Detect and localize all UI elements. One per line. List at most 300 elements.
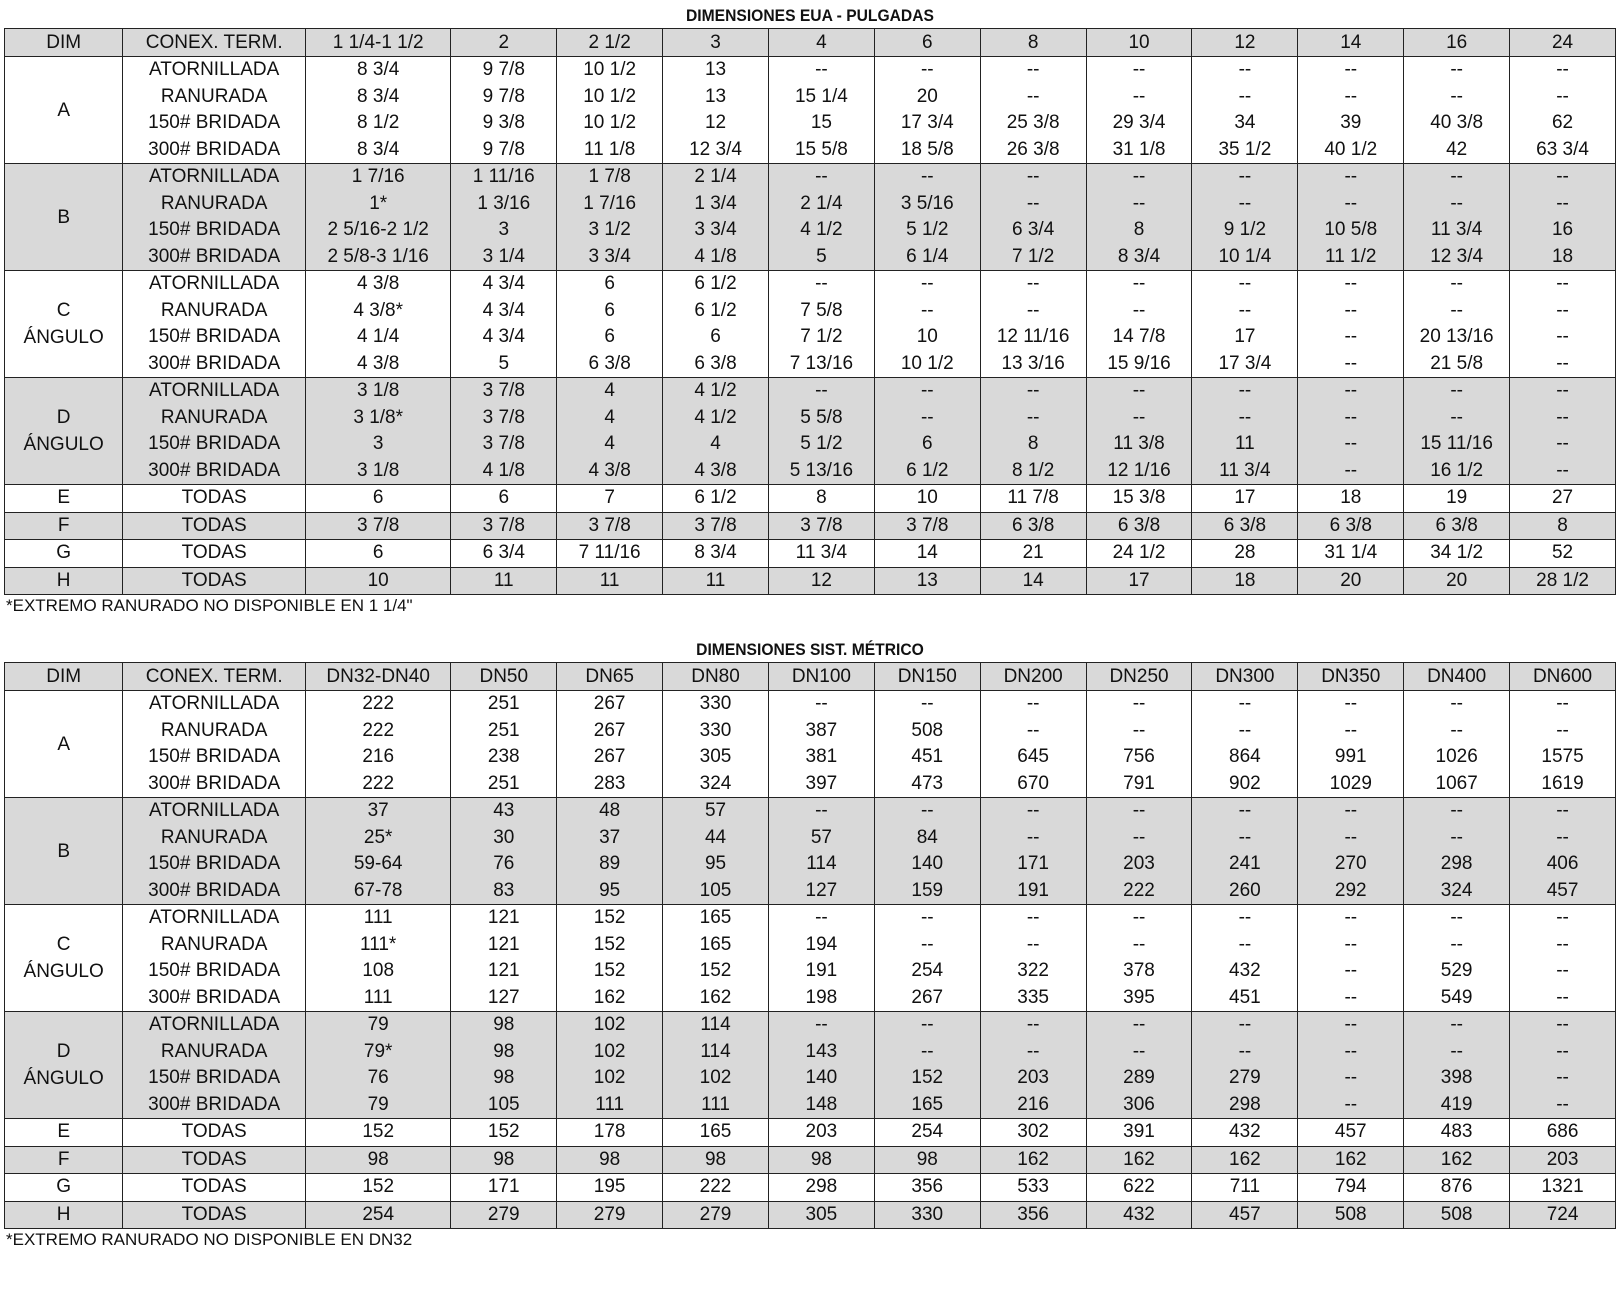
- table-cell: 17: [1192, 324, 1298, 351]
- table-cell: 8 3/4: [1086, 244, 1192, 271]
- table-cell: --: [1510, 431, 1616, 458]
- table-cell: 98: [451, 1039, 557, 1066]
- table-cell: 6 3/8: [1086, 512, 1192, 540]
- connection-type: TODAS: [123, 1201, 306, 1229]
- table-cell: 356: [874, 1174, 980, 1202]
- table-cell: 279: [451, 1201, 557, 1229]
- table-cell: 57: [768, 825, 874, 852]
- table-cell: 152: [306, 1119, 451, 1147]
- table-cell: --: [1086, 405, 1192, 432]
- table-cell: 711: [1192, 1174, 1298, 1202]
- table-cell: 289: [1086, 1065, 1192, 1092]
- table-cell: --: [980, 798, 1086, 825]
- table-cell: 302: [980, 1119, 1086, 1147]
- table-cell: 395: [1086, 985, 1192, 1012]
- table-cell: --: [1192, 164, 1298, 191]
- dimension-letter: D: [56, 407, 71, 428]
- table-cell: 20 13/16: [1404, 324, 1510, 351]
- table-cell: 191: [980, 878, 1086, 905]
- table-cell: --: [1298, 431, 1404, 458]
- table-cell: --: [1404, 378, 1510, 405]
- table-row: [5, 1065, 1616, 1092]
- table-row: [5, 744, 1616, 771]
- table-cell: 279: [663, 1201, 769, 1229]
- table-cell: --: [1510, 1065, 1616, 1092]
- table-cell: 98: [451, 1065, 557, 1092]
- table-cell: --: [874, 1039, 980, 1066]
- table-cell: 3 7/8: [306, 512, 451, 540]
- table-row: [5, 378, 1616, 405]
- column-header: DN400: [1404, 663, 1510, 691]
- table-cell: --: [1298, 985, 1404, 1012]
- table-cell: 203: [1086, 851, 1192, 878]
- table-cell: 6 1/2: [663, 271, 769, 298]
- table-cell: --: [980, 405, 1086, 432]
- table-cell: 6 1/4: [874, 244, 980, 271]
- table-cell: 670: [980, 771, 1086, 798]
- table-row: [5, 540, 1616, 568]
- table-cell: --: [768, 798, 874, 825]
- table-cell: --: [1510, 985, 1616, 1012]
- table-cell: --: [1192, 57, 1298, 84]
- table-cell: 1 7/16: [306, 164, 451, 191]
- table-cell: 5 1/2: [874, 217, 980, 244]
- connection-type: TODAS: [123, 1174, 306, 1202]
- table-cell: 14 7/8: [1086, 324, 1192, 351]
- table-cell: 3 7/8: [451, 512, 557, 540]
- table-cell: 12 3/4: [663, 137, 769, 164]
- table-cell: --: [1404, 1012, 1510, 1039]
- table-cell: 864: [1192, 744, 1298, 771]
- table-row: [5, 1146, 1616, 1174]
- table-cell: 6: [557, 298, 663, 325]
- table-cell: --: [1510, 271, 1616, 298]
- table-cell: --: [874, 271, 980, 298]
- table-cell: 8: [768, 485, 874, 513]
- table-cell: 111: [557, 1092, 663, 1119]
- table-cell: 1575: [1510, 744, 1616, 771]
- table-row: [5, 458, 1616, 485]
- table-row: [5, 110, 1616, 137]
- table-cell: 216: [980, 1092, 1086, 1119]
- table-cell: 127: [768, 878, 874, 905]
- table-row: [5, 217, 1616, 244]
- table-cell: 98: [768, 1146, 874, 1174]
- table-cell: --: [1510, 405, 1616, 432]
- table-cell: 29 3/4: [1086, 110, 1192, 137]
- table-cell: 254: [874, 958, 980, 985]
- connection-type: ATORNILLADA: [123, 378, 306, 405]
- table-cell: 6 1/2: [663, 485, 769, 513]
- table-cell: 5 1/2: [768, 431, 874, 458]
- table-cell: --: [1086, 1012, 1192, 1039]
- table-cell: 105: [663, 878, 769, 905]
- table-cell: 28 1/2: [1510, 567, 1616, 595]
- table-cell: --: [768, 378, 874, 405]
- table-cell: --: [1510, 324, 1616, 351]
- table-cell: --: [1298, 405, 1404, 432]
- table-cell: --: [1404, 825, 1510, 852]
- table-cell: 12 11/16: [980, 324, 1086, 351]
- table-row: [5, 985, 1616, 1012]
- table-cell: --: [1298, 378, 1404, 405]
- table-cell: 398: [1404, 1065, 1510, 1092]
- table-cell: 152: [306, 1174, 451, 1202]
- table-cell: --: [1510, 1092, 1616, 1119]
- table-cell: 1 11/16: [451, 164, 557, 191]
- table-row: [5, 244, 1616, 271]
- table-cell: 95: [557, 878, 663, 905]
- table-cell: 194: [768, 932, 874, 959]
- table-cell: 15 5/8: [768, 137, 874, 164]
- metric-section: [4, 638, 1616, 1251]
- table-row: [5, 1174, 1616, 1202]
- table-cell: 3 1/4: [451, 244, 557, 271]
- table-cell: 15 3/8: [1086, 485, 1192, 513]
- table-cell: 4 1/2: [663, 378, 769, 405]
- table-cell: 238: [451, 744, 557, 771]
- table-cell: 5 13/16: [768, 458, 874, 485]
- table-cell: 8 3/4: [306, 137, 451, 164]
- table-cell: 254: [306, 1201, 451, 1229]
- table-cell: 15 1/4: [768, 84, 874, 111]
- table-cell: 7 13/16: [768, 351, 874, 378]
- table-cell: 3 7/8: [451, 405, 557, 432]
- table-cell: --: [1510, 718, 1616, 745]
- table-cell: 83: [451, 878, 557, 905]
- table-cell: 12: [768, 567, 874, 595]
- table-cell: 171: [980, 851, 1086, 878]
- table-cell: --: [1192, 191, 1298, 218]
- table-cell: 152: [874, 1065, 980, 1092]
- table-cell: 10 1/2: [557, 57, 663, 84]
- table-cell: --: [1404, 798, 1510, 825]
- table-cell: 457: [1298, 1119, 1404, 1147]
- table-cell: 335: [980, 985, 1086, 1012]
- table-cell: 98: [306, 1146, 451, 1174]
- table-cell: --: [1298, 1065, 1404, 1092]
- table-cell: 121: [451, 905, 557, 932]
- table-cell: 15 11/16: [1404, 431, 1510, 458]
- table-cell: --: [1298, 298, 1404, 325]
- table-row: [5, 1039, 1616, 1066]
- connection-type: ATORNILLADA: [123, 798, 306, 825]
- table-cell: 10 1/2: [874, 351, 980, 378]
- table-row: [5, 431, 1616, 458]
- table-cell: 12 3/4: [1404, 244, 1510, 271]
- table-cell: 3 7/8: [874, 512, 980, 540]
- table-cell: 3 3/4: [557, 244, 663, 271]
- table-cell: 9 7/8: [451, 57, 557, 84]
- dimension-label: F: [5, 512, 123, 540]
- table-cell: 40 3/8: [1404, 110, 1510, 137]
- table-cell: 10 1/2: [557, 110, 663, 137]
- table-cell: --: [874, 378, 980, 405]
- table-cell: 6 3/4: [980, 217, 1086, 244]
- table-cell: 387: [768, 718, 874, 745]
- table-cell: --: [1510, 691, 1616, 718]
- table-cell: 292: [1298, 878, 1404, 905]
- table-cell: --: [1404, 932, 1510, 959]
- table-cell: 3: [306, 431, 451, 458]
- table-cell: 6 1/2: [663, 298, 769, 325]
- table-cell: 34 1/2: [1404, 540, 1510, 568]
- dimension-label: [5, 905, 123, 1012]
- imperial-section: [4, 4, 1616, 617]
- table-cell: 381: [768, 744, 874, 771]
- table-cell: --: [1086, 298, 1192, 325]
- table-cell: 171: [451, 1174, 557, 1202]
- table-cell: 8: [1510, 512, 1616, 540]
- column-header: 4: [768, 29, 874, 57]
- table-cell: 111: [306, 905, 451, 932]
- connection-type: 300# BRIDADA: [123, 771, 306, 798]
- table-cell: 9 1/2: [1192, 217, 1298, 244]
- table-cell: 241: [1192, 851, 1298, 878]
- table-cell: 13 3/16: [980, 351, 1086, 378]
- table-row: [5, 271, 1616, 298]
- table-cell: 18 5/8: [874, 137, 980, 164]
- dimension-sublabel: ÁNGULO: [23, 327, 104, 348]
- table-cell: 10: [874, 485, 980, 513]
- table-cell: --: [1298, 324, 1404, 351]
- connection-type: RANURADA: [123, 84, 306, 111]
- table-cell: 791: [1086, 771, 1192, 798]
- table-cell: --: [980, 691, 1086, 718]
- table-cell: 57: [663, 798, 769, 825]
- table-cell: 6: [306, 485, 451, 513]
- table-row: [5, 485, 1616, 513]
- table-cell: 4 1/2: [768, 217, 874, 244]
- table-cell: 165: [663, 905, 769, 932]
- table-cell: 4 3/4: [451, 271, 557, 298]
- column-header: 24: [1510, 29, 1616, 57]
- table-cell: --: [1192, 932, 1298, 959]
- table-cell: 28: [1192, 540, 1298, 568]
- table-cell: 298: [768, 1174, 874, 1202]
- connection-type: 150# BRIDADA: [123, 324, 306, 351]
- table-cell: 11: [663, 567, 769, 595]
- table-cell: 378: [1086, 958, 1192, 985]
- table-cell: 11 1/8: [557, 137, 663, 164]
- table-row: [5, 878, 1616, 905]
- table-cell: 98: [451, 1012, 557, 1039]
- table-cell: --: [980, 932, 1086, 959]
- table-cell: --: [1298, 825, 1404, 852]
- table-cell: 7 5/8: [768, 298, 874, 325]
- dimension-label: H: [5, 1201, 123, 1229]
- table-cell: 31 1/4: [1298, 540, 1404, 568]
- table-cell: 406: [1510, 851, 1616, 878]
- table-cell: --: [768, 905, 874, 932]
- column-header: 1 1/4-1 1/2: [306, 29, 451, 57]
- table-cell: 3 7/8: [663, 512, 769, 540]
- table-cell: 37: [306, 798, 451, 825]
- table-cell: 6: [451, 485, 557, 513]
- table-cell: 6: [663, 324, 769, 351]
- table-cell: 67-78: [306, 878, 451, 905]
- table-cell: 1 3/4: [663, 191, 769, 218]
- table-cell: --: [980, 378, 1086, 405]
- table-cell: 4 3/8: [306, 271, 451, 298]
- table-cell: --: [874, 57, 980, 84]
- connection-type: RANURADA: [123, 191, 306, 218]
- connection-type: 150# BRIDADA: [123, 431, 306, 458]
- table-cell: 10 1/4: [1192, 244, 1298, 271]
- table-cell: 14: [980, 567, 1086, 595]
- table-cell: 11 3/4: [1404, 217, 1510, 244]
- table-cell: 42: [1404, 137, 1510, 164]
- dimension-label: F: [5, 1146, 123, 1174]
- table-cell: 2 1/4: [663, 164, 769, 191]
- table-cell: 457: [1510, 878, 1616, 905]
- table-cell: 1 3/16: [451, 191, 557, 218]
- table-cell: 11 7/8: [980, 485, 1086, 513]
- table-cell: 533: [980, 1174, 1086, 1202]
- table-cell: 114: [663, 1012, 769, 1039]
- table-cell: 203: [980, 1065, 1086, 1092]
- connection-type: 300# BRIDADA: [123, 137, 306, 164]
- table-cell: 16 1/2: [1404, 458, 1510, 485]
- table-cell: 267: [557, 691, 663, 718]
- table-cell: --: [1192, 405, 1298, 432]
- table-cell: 63 3/4: [1510, 137, 1616, 164]
- table-cell: 76: [451, 851, 557, 878]
- table-cell: 483: [1404, 1119, 1510, 1147]
- table-cell: 11: [557, 567, 663, 595]
- table-cell: --: [1404, 271, 1510, 298]
- header-row: [5, 29, 1616, 57]
- table-cell: --: [1298, 1039, 1404, 1066]
- table-cell: 11 3/4: [768, 540, 874, 568]
- table-cell: --: [1510, 458, 1616, 485]
- table-cell: 10 5/8: [1298, 217, 1404, 244]
- connection-type: RANURADA: [123, 298, 306, 325]
- table-cell: 84: [874, 825, 980, 852]
- connection-type: ATORNILLADA: [123, 1012, 306, 1039]
- table-cell: 3 1/8: [306, 458, 451, 485]
- dimension-letter: B: [57, 840, 70, 862]
- table-cell: 111: [306, 985, 451, 1012]
- table-cell: 397: [768, 771, 874, 798]
- table-cell: 98: [557, 1146, 663, 1174]
- table-cell: 98: [874, 1146, 980, 1174]
- table-cell: --: [1404, 164, 1510, 191]
- connection-type: ATORNILLADA: [123, 164, 306, 191]
- table-cell: --: [1192, 825, 1298, 852]
- table-cell: 30: [451, 825, 557, 852]
- connection-type: ATORNILLADA: [123, 57, 306, 84]
- table-cell: --: [768, 57, 874, 84]
- table-cell: --: [980, 1039, 1086, 1066]
- metric-title: DIMENSIONES SIST. MÉTRICO: [696, 640, 924, 659]
- dimension-sublabel: ÁNGULO: [23, 434, 104, 455]
- table-cell: 11 3/8: [1086, 431, 1192, 458]
- table-cell: 18: [1298, 485, 1404, 513]
- table-cell: 8 3/4: [663, 540, 769, 568]
- table-cell: 98: [663, 1146, 769, 1174]
- dimension-label: G: [5, 540, 123, 568]
- table-cell: --: [1404, 84, 1510, 111]
- table-cell: --: [1298, 798, 1404, 825]
- connection-type: RANURADA: [123, 1039, 306, 1066]
- column-header: DN80: [663, 663, 769, 691]
- table-cell: 1067: [1404, 771, 1510, 798]
- table-cell: 17: [1086, 567, 1192, 595]
- connection-type: TODAS: [123, 567, 306, 595]
- table-cell: 111*: [306, 932, 451, 959]
- table-cell: 622: [1086, 1174, 1192, 1202]
- table-cell: 8: [1086, 217, 1192, 244]
- table-cell: 140: [874, 851, 980, 878]
- table-cell: 432: [1086, 1201, 1192, 1229]
- table-cell: 1 7/16: [557, 191, 663, 218]
- table-cell: 62: [1510, 110, 1616, 137]
- table-cell: 4 3/8: [306, 351, 451, 378]
- table-cell: 508: [1404, 1201, 1510, 1229]
- table-cell: --: [1404, 1039, 1510, 1066]
- table-cell: --: [1192, 905, 1298, 932]
- table-cell: --: [980, 298, 1086, 325]
- table-cell: --: [980, 57, 1086, 84]
- table-cell: --: [1298, 905, 1404, 932]
- table-cell: --: [1298, 84, 1404, 111]
- table-cell: 222: [663, 1174, 769, 1202]
- table-cell: 222: [306, 718, 451, 745]
- table-cell: --: [1192, 718, 1298, 745]
- table-cell: 102: [557, 1012, 663, 1039]
- table-cell: 9 7/8: [451, 84, 557, 111]
- table-row: [5, 718, 1616, 745]
- table-row: [5, 351, 1616, 378]
- dimension-label: [5, 1012, 123, 1119]
- table-row: [5, 567, 1616, 595]
- table-cell: --: [1298, 57, 1404, 84]
- table-cell: --: [980, 905, 1086, 932]
- table-cell: 18: [1192, 567, 1298, 595]
- dimension-label: [5, 57, 123, 164]
- table-row: [5, 958, 1616, 985]
- table-cell: --: [1192, 1012, 1298, 1039]
- table-cell: 283: [557, 771, 663, 798]
- table-cell: --: [1510, 57, 1616, 84]
- table-cell: 79: [306, 1012, 451, 1039]
- table-cell: 4 3/4: [451, 298, 557, 325]
- table-cell: 13: [663, 84, 769, 111]
- table-cell: 39: [1298, 110, 1404, 137]
- table-row: [5, 298, 1616, 325]
- column-header: 2: [451, 29, 557, 57]
- table-cell: 3 7/8: [451, 431, 557, 458]
- table-cell: --: [1510, 958, 1616, 985]
- table-cell: 4 1/2: [663, 405, 769, 432]
- table-cell: 260: [1192, 878, 1298, 905]
- table-cell: 4 1/8: [451, 458, 557, 485]
- table-cell: --: [980, 718, 1086, 745]
- table-cell: 12: [663, 110, 769, 137]
- table-cell: 4 1/8: [663, 244, 769, 271]
- table-cell: 457: [1192, 1201, 1298, 1229]
- table-row: [5, 798, 1616, 825]
- table-cell: 11: [1192, 431, 1298, 458]
- table-cell: 21 5/8: [1404, 351, 1510, 378]
- table-cell: --: [1298, 1012, 1404, 1039]
- table-row: [5, 1092, 1616, 1119]
- table-cell: 24 1/2: [1086, 540, 1192, 568]
- table-cell: 203: [768, 1119, 874, 1147]
- table-cell: 17 3/4: [874, 110, 980, 137]
- table-cell: 4: [557, 378, 663, 405]
